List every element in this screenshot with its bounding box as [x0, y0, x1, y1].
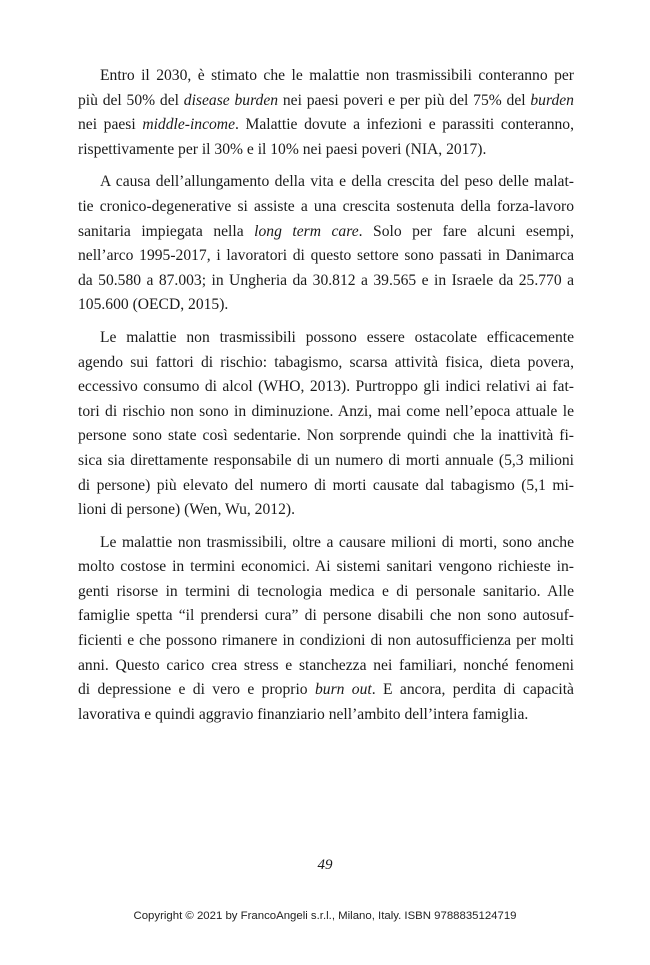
- text-run: più del 50% del: [78, 91, 184, 109]
- paragraph: [78, 170, 574, 318]
- paragraph: [78, 326, 574, 523]
- paragraph: [78, 64, 574, 162]
- text-run: anni. Questo carico crea stress e stanchezza nei familiari, nonché fenomeni: [78, 656, 574, 674]
- italic-term: burden: [530, 91, 574, 109]
- text-run: . Solo per fare alcuni esempi,: [358, 222, 574, 240]
- text-line: [78, 703, 574, 728]
- text-run: tori di rischio non sono in diminuzione. Anzi, mai come nell’epoca attuale le: [78, 402, 574, 420]
- text-run: da 50.580 a 87.003; in Ungheria da 30.812 a 39.565 e in Israele da 25.770 a: [78, 271, 574, 289]
- text-run: eccessivo consumo di alcol (WHO, 2013). Purtroppo gli indici relativi ai fat-: [78, 378, 574, 396]
- text-line: [78, 654, 574, 679]
- text-run: Le malattie non trasmissibili, oltre a causare milioni di morti, sono anche: [100, 533, 574, 551]
- text-line: [78, 678, 574, 703]
- italic-term: middle-income: [142, 116, 235, 134]
- text-line: [78, 89, 574, 114]
- text-line: [78, 138, 574, 163]
- text-run: sanitaria impiegata nella: [78, 222, 255, 240]
- text-line: [78, 64, 574, 89]
- text-line: [78, 580, 574, 605]
- text-line: [78, 629, 574, 654]
- text-line: [78, 113, 574, 138]
- text-line: [78, 531, 574, 556]
- text-line: [78, 498, 574, 523]
- text-run: 105.600 (OECD, 2015).: [78, 296, 229, 314]
- text-line: [78, 375, 574, 400]
- text-run: genti risorse in termini di tecnologia medica e di personale sanitario. Alle: [78, 582, 574, 600]
- text-run: lavorativa e quindi aggravio finanziario nell’ambito dell’intera famiglia.: [78, 705, 529, 723]
- text-run: agendo sui fattori di rischio: tabagismo, scarsa attività fisica, dieta povera,: [78, 353, 574, 371]
- text-run: tie cronico-degenerative si assiste a una crescita sostenuta della forza-lavoro: [78, 197, 574, 215]
- text-run: nei paesi: [78, 116, 143, 134]
- text-run: nell’arco 1995-2017, i lavoratori di questo settore sono passati in Danimarca: [78, 247, 574, 265]
- text-run: sica sia direttamente responsabile di un numero di morti annuale (5,3 milioni: [78, 451, 574, 469]
- text-line: [78, 269, 574, 294]
- text-line: [78, 555, 574, 580]
- copyright-footer: Copyright © 2021 by FrancoAngeli s.r.l., Milano, Italy. ISBN 9788835124719: [133, 910, 517, 922]
- text-line: [78, 170, 574, 195]
- text-run: ficienti e che possono rimanere in condizioni di non autosufficienza per molti: [78, 632, 574, 650]
- text-run: Le malattie non trasmissibili possono essere ostacolate efficacemente: [100, 328, 574, 346]
- text-run: . Malattie dovute a infezioni e parassiti conteranno,: [235, 116, 574, 134]
- text-run: rispettivamente per il 30% e il 10% nei paesi poveri (NIA, 2017).: [78, 140, 487, 158]
- text-line: [78, 424, 574, 449]
- text-line: [78, 293, 574, 318]
- page-number: 49: [317, 857, 333, 873]
- text-run: di persone) più elevato del numero di morti causate dal tabagismo (5,1 mi-: [78, 476, 574, 494]
- text-line: [78, 244, 574, 269]
- page-body: [78, 64, 574, 735]
- text-run: molto costose in termini economici. Ai sistemi sanitari vengono richieste in-: [78, 558, 574, 576]
- italic-term: burn out: [314, 681, 372, 699]
- text-line: [78, 604, 574, 629]
- text-run: . E ancora, perdita di capacità: [371, 681, 574, 699]
- text-line: [78, 351, 574, 376]
- text-line: [78, 326, 574, 351]
- text-run: Entro il 2030, è stimato che le malattie non trasmissibili conteranno per: [100, 67, 574, 84]
- text-line: [78, 474, 574, 499]
- text-run: lioni di persone) (Wen, Wu, 2012).: [78, 501, 295, 519]
- text-line: [78, 195, 574, 220]
- text-run: nei paesi poveri e per più del 75% del: [278, 91, 531, 109]
- text-run: persone sono state così sedentarie. Non sorprende quindi che la inattività fi-: [78, 427, 574, 445]
- paragraph: [78, 531, 574, 728]
- text-run: A causa dell’allungamento della vita e della crescita del peso delle malat-: [100, 173, 574, 191]
- text-run: di depressione e di vero e proprio: [78, 681, 315, 699]
- text-run: famiglie spetta “il prendersi cura” di persone disabili che non sono autosuf-: [78, 607, 574, 625]
- italic-term: long term care: [254, 222, 359, 240]
- italic-term: disease burden: [183, 91, 279, 109]
- text-line: [78, 449, 574, 474]
- text-line: [78, 400, 574, 425]
- text-line: [78, 220, 574, 245]
